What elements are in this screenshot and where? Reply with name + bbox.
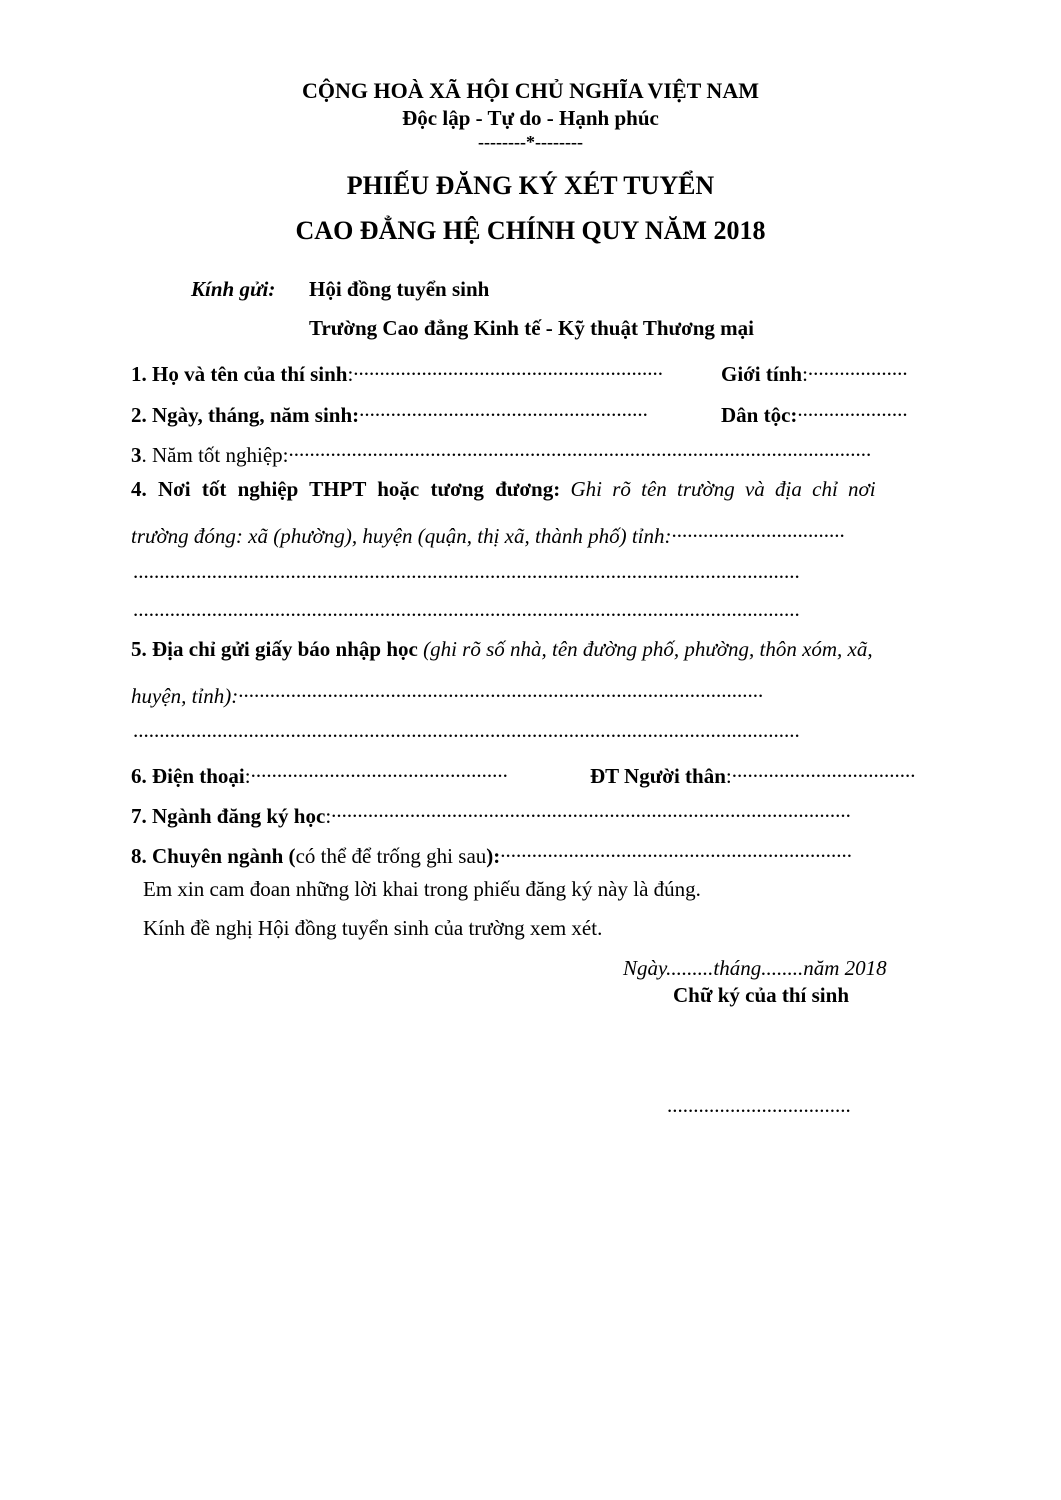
- graduation-year-colon: :: [282, 443, 289, 467]
- national-title: CỘNG HOÀ XÃ HỘI CHỦ NGHĨA VIỆT NAM: [302, 78, 759, 103]
- school-address-line-2: [133, 558, 929, 590]
- field-mailing-address-hint-row: [131, 677, 906, 709]
- major-label: 7. Ngành đăng ký học: [131, 804, 326, 828]
- recipient-label: Kính gửi:: [191, 277, 276, 301]
- mailing-address-hint-line1: (ghi rõ số nhà, tên đường phố, phường, thôn xóm, xã,: [417, 637, 873, 661]
- gender-label: Giới tính: [721, 362, 803, 386]
- school-hint-line2: trường đóng: xã (phường), huyện (quận, thị xã, thành phố) tỉnh:: [131, 524, 672, 548]
- field-specialization-row: [131, 837, 892, 869]
- specialization-input[interactable]: ...................................................................: [500, 838, 853, 862]
- specialization-note: có thể để trống ghi sau: [295, 844, 487, 868]
- school-address-input-3[interactable]: ...............................................................................................................................: [133, 597, 800, 621]
- field-gender-row: [721, 355, 923, 387]
- form-title-line2: CAO ĐẲNG HỆ CHÍNH QUY NĂM 2018: [295, 216, 766, 245]
- school-address-input-1[interactable]: .................................: [671, 518, 845, 542]
- form-title-line1: PHIẾU ĐĂNG KÝ XÉT TUYỂN: [346, 171, 715, 200]
- mailing-address-hint-line2: huyện, tỉnh):: [131, 684, 239, 708]
- ethnicity-label: Dân tộc:: [721, 403, 798, 427]
- national-motto: Độc lập - Tự do - Hạnh phúc: [402, 106, 659, 130]
- major-input[interactable]: ...................................................................................................: [331, 798, 851, 822]
- declaration-line2: Kính đề nghị Hội đồng tuyển sinh của trường xem xét.: [143, 916, 603, 940]
- field-major-row: [131, 797, 905, 829]
- graduation-year-number: 3: [131, 443, 142, 467]
- gender-colon: :: [802, 362, 808, 386]
- gender-input[interactable]: ...................: [807, 356, 908, 380]
- relative-phone-colon: :: [725, 764, 732, 788]
- graduation-year-input[interactable]: ...............................................................................................................: [288, 437, 872, 461]
- school-address-input-2[interactable]: ...............................................................................................................................: [133, 559, 800, 583]
- birthdate-label: 2. Ngày, tháng, năm sinh:: [131, 403, 360, 427]
- field-mailing-address-row: [131, 636, 951, 662]
- recipient-council: Hội đồng tuyển sinh: [309, 277, 490, 301]
- field-phone-row: [131, 757, 561, 789]
- phone-colon: :: [244, 764, 251, 788]
- signature-label: Chữ ký của thí sinh: [673, 983, 849, 1007]
- ethnicity-input[interactable]: .....................: [797, 397, 908, 421]
- field-relative-phone-row: [590, 757, 944, 789]
- relative-phone-input[interactable]: ...................................: [731, 758, 916, 782]
- field-school-hint-row: [131, 517, 872, 549]
- mailing-address-label: 5. Địa chỉ gửi giấy báo nhập học: [131, 637, 418, 661]
- phone-label: 6. Điện thoại: [131, 764, 245, 788]
- mailing-address-input-1[interactable]: ....................................................................................................: [238, 678, 764, 702]
- relative-phone-label: ĐT Người thân: [590, 764, 726, 788]
- major-colon: :: [325, 804, 332, 828]
- declaration-line1: Em xin cam đoan những lời khai trong phiếu đăng ký này là đúng.: [143, 877, 701, 901]
- school-address-line-3: [133, 596, 929, 628]
- full-name-label: 1. Họ và tên của thí sinh: [131, 362, 348, 386]
- signature-line: [667, 1092, 872, 1124]
- birthdate-input[interactable]: .......................................................: [359, 397, 648, 421]
- signature-date: Ngày.........tháng........năm 2018: [623, 956, 887, 980]
- recipient-school: Trường Cao đẳng Kinh tế - Kỹ thuật Thương mại: [309, 316, 755, 340]
- graduation-year-label: . Năm tốt nghiệp: [141, 443, 283, 467]
- field-graduation-year-row: [131, 436, 911, 468]
- signature-input[interactable]: ...................................: [667, 1093, 851, 1117]
- school-label: 4. Nơi tốt nghiệp THPT hoặc tương đương:: [131, 477, 561, 501]
- header-separator: --------*--------: [478, 132, 583, 152]
- mailing-address-line-2: [133, 717, 929, 749]
- school-hint-line1: Ghi rõ tên trường và địa chỉ nơi: [560, 477, 876, 501]
- specialization-label: 8. Chuyên ngành (: [131, 844, 296, 868]
- specialization-close: ):: [486, 844, 501, 868]
- mailing-address-input-2[interactable]: ...............................................................................................................................: [133, 718, 800, 742]
- full-name-input[interactable]: ...........................................................: [353, 356, 664, 380]
- full-name-colon: :: [347, 362, 354, 386]
- field-school-row: [131, 476, 951, 502]
- field-birthdate-row: [131, 396, 689, 428]
- field-ethnicity-row: [721, 396, 922, 428]
- phone-input[interactable]: .................................................: [250, 758, 508, 782]
